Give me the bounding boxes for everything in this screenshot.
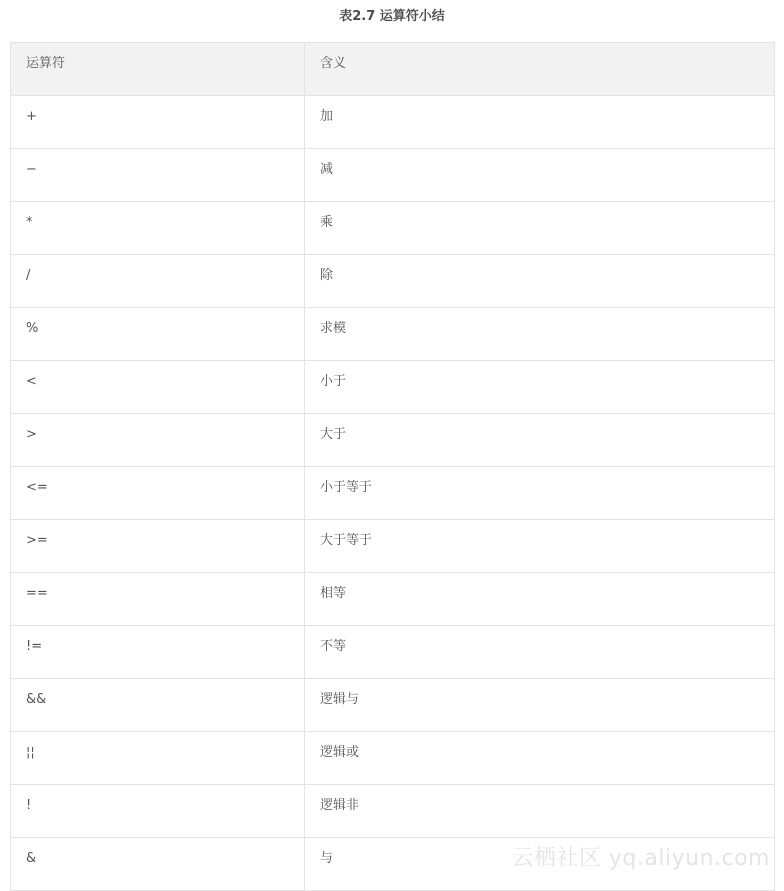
operator-cell: % xyxy=(11,308,305,361)
meaning-cell: 除 xyxy=(305,255,775,308)
table-row xyxy=(11,679,775,732)
meaning-cell: 不等 xyxy=(305,626,775,679)
operator-cell: >= xyxy=(11,520,305,573)
operator-cell: + xyxy=(11,96,305,149)
meaning-cell: 大于等于 xyxy=(305,520,775,573)
meaning-cell: 与 xyxy=(305,838,775,891)
operator-cell: == xyxy=(11,573,305,626)
meaning-cell: 逻辑与 xyxy=(305,679,775,732)
operator-cell: & xyxy=(11,838,305,891)
operator-cell: / xyxy=(11,255,305,308)
table-row xyxy=(11,96,775,149)
meaning-cell: 小于等于 xyxy=(305,467,775,520)
column-header-operator: 运算符 xyxy=(11,43,305,96)
operator-cell: − xyxy=(11,149,305,202)
table-caption: 表2.7 运算符小结 xyxy=(339,9,445,24)
table-row xyxy=(11,149,775,202)
meaning-cell: 小于 xyxy=(305,361,775,414)
operator-cell: ¦¦ xyxy=(11,732,305,785)
table-row xyxy=(11,255,775,308)
operator-cell: * xyxy=(11,202,305,255)
table-row xyxy=(11,361,775,414)
meaning-cell: 逻辑非 xyxy=(305,785,775,838)
meaning-cell: 求模 xyxy=(305,308,775,361)
table-row xyxy=(11,467,775,520)
table-row xyxy=(11,308,775,361)
table-header-row xyxy=(11,43,775,96)
operator-cell: != xyxy=(11,626,305,679)
operator-table xyxy=(10,42,775,891)
operator-cell: > xyxy=(11,414,305,467)
meaning-cell: 相等 xyxy=(305,573,775,626)
table-row xyxy=(11,520,775,573)
operator-cell: ! xyxy=(11,785,305,838)
table-row xyxy=(11,573,775,626)
operator-cell: < xyxy=(11,361,305,414)
table-row xyxy=(11,202,775,255)
table-row xyxy=(11,414,775,467)
meaning-cell: 大于 xyxy=(305,414,775,467)
operator-cell: && xyxy=(11,679,305,732)
meaning-cell: 减 xyxy=(305,149,775,202)
operator-cell: <= xyxy=(11,467,305,520)
site-watermark: 云栖社区 yq.aliyun.com xyxy=(511,846,770,871)
meaning-cell: 乘 xyxy=(305,202,775,255)
table-row xyxy=(11,785,775,838)
meaning-cell: 加 xyxy=(305,96,775,149)
column-header-meaning: 含义 xyxy=(305,43,775,96)
table-row xyxy=(11,626,775,679)
table-row xyxy=(11,732,775,785)
meaning-cell: 逻辑或 xyxy=(305,732,775,785)
